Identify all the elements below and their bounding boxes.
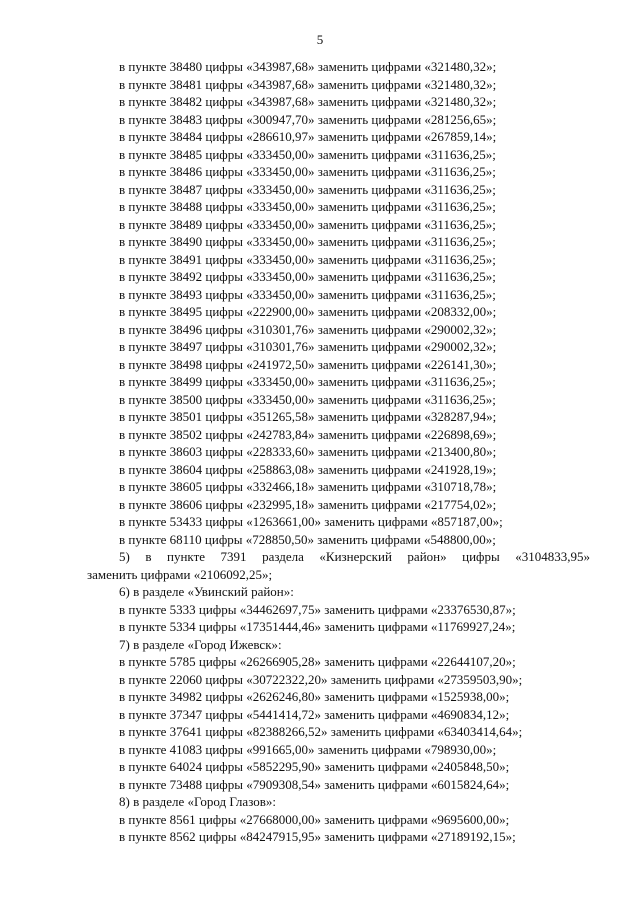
amendment-line: в пункте 38488 цифры «333450,00» заменить цифрами «311636,25»; [119,199,496,214]
amendment-list-continued [87,58,590,548]
amendment-line: в пункте 38501 цифры «351265,58» заменить цифрами «328287,94»; [119,409,497,424]
amendment-line: в пункте 38480 цифры «343987,68» заменить цифрами «321480,32»; [119,59,497,74]
item-8 [87,793,590,846]
amendment-line: в пункте 38500 цифры «333450,00» заменить цифрами «311636,25»; [119,391,496,407]
item-6-heading: 6) в разделе «Увинский район»: [119,584,294,599]
amendment-line: в пункте 38605 цифры «332466,18» заменить цифрами «310718,78»; [119,479,497,494]
amendment-line: в пункте 5333 цифры «34462697,75» заменить цифрами «23376530,87»; [119,601,516,617]
amendment-line: в пункте 38491 цифры «333450,00» заменить цифрами «311636,25»; [119,251,496,267]
amendment-line: в пункте 38498 цифры «241972,50» заменить цифрами «226141,30»; [119,356,497,372]
amendment-line: в пункте 38502 цифры «242783,84» заменить цифрами «226898,69»; [119,426,497,442]
amendment-line: в пункте 38497 цифры «310301,76» заменить цифрами «290002,32»; [119,339,497,354]
amendment-line: в пункте 41083 цифры «991665,00» заменить цифрами «798930,00»; [119,741,497,757]
item-5-line-1: 5) в пункте 7391 раздела «Кизнерский район» цифры «3104833,95» [119,549,590,564]
amendment-line: в пункте 38603 цифры «228333,60» заменить цифрами «213400,80»; [119,444,497,459]
amendment-line: в пункте 64024 цифры «5852295,90» заменить цифрами «2405848,50»; [119,759,510,774]
amendment-line: в пункте 22060 цифры «30722322,20» заменить цифрами «27359503,90»; [119,671,523,687]
document-body [87,58,590,846]
amendment-line: в пункте 38487 цифры «333450,00» заменить цифрами «311636,25»; [119,181,496,197]
amendment-line: в пункте 8561 цифры «27668000,00» заменить цифрами «9695600,00»; [119,811,510,827]
amendment-line: в пункте 37641 цифры «82388266,52» заменить цифрами «63403414,64»; [119,724,523,739]
amendment-line: в пункте 38496 цифры «310301,76» заменить цифрами «290002,32»; [119,321,497,337]
amendment-line: в пункте 38489 цифры «333450,00» заменить цифрами «311636,25»; [119,216,496,232]
item-5 [87,548,590,583]
amendment-line: в пункте 38492 цифры «333450,00» заменить цифрами «311636,25»; [119,269,496,284]
item-6 [87,583,590,636]
amendment-line: в пункте 38606 цифры «232995,18» заменить цифрами «217754,02»; [119,496,497,512]
amendment-line: в пункте 5785 цифры «26266905,28» заменить цифрами «22644107,20»; [119,654,516,669]
amendment-line: в пункте 38493 цифры «333450,00» заменить цифрами «311636,25»; [119,286,496,302]
item-8-heading: 8) в разделе «Город Глазов»: [119,794,276,809]
item-7-heading: 7) в разделе «Город Ижевск»: [119,636,282,652]
amendment-line: в пункте 34982 цифры «2626246,80» заменить цифрами «1525938,00»; [119,689,510,704]
amendment-line: в пункте 38604 цифры «258863,08» заменить цифрами «241928,19»; [119,461,497,477]
amendment-line: в пункте 8562 цифры «84247915,95» заменить цифрами «27189192,15»; [119,829,516,844]
amendment-line: в пункте 37347 цифры «5441414,72» заменить цифрами «4690834,12»; [119,706,510,722]
item-5-line-2: заменить цифрами «2106092,25»; [87,566,273,582]
amendment-line: в пункте 68110 цифры «728850,50» заменить цифрами «548800,00»; [119,531,496,547]
amendment-line: в пункте 38485 цифры «333450,00» заменить цифрами «311636,25»; [119,146,496,162]
amendment-line: в пункте 38486 цифры «333450,00» заменить цифрами «311636,25»; [119,164,496,179]
amendment-line: в пункте 38499 цифры «333450,00» заменить цифрами «311636,25»; [119,374,496,389]
page-number: 5 [316,32,324,47]
amendment-line: в пункте 38482 цифры «343987,68» заменить цифрами «321480,32»; [119,94,497,109]
amendment-line: в пункте 38481 цифры «343987,68» заменить цифрами «321480,32»; [119,76,497,92]
amendment-line: в пункте 38490 цифры «333450,00» заменить цифрами «311636,25»; [119,234,496,249]
amendment-line: в пункте 38495 цифры «222900,00» заменить цифрами «208332,00»; [119,304,497,319]
amendment-line: в пункте 5334 цифры «17351444,46» заменить цифрами «11769927,24»; [119,619,516,634]
item-7 [87,636,590,794]
amendment-line: в пункте 73488 цифры «7909308,54» заменить цифрами «6015824,64»; [119,776,510,792]
amendment-line: в пункте 53433 цифры «1263661,00» заменить цифрами «857187,00»; [119,514,503,529]
amendment-line: в пункте 38483 цифры «300947,70» заменить цифрами «281256,65»; [119,111,497,127]
amendment-line: в пункте 38484 цифры «286610,97» заменить цифрами «267859,14»; [119,129,497,144]
